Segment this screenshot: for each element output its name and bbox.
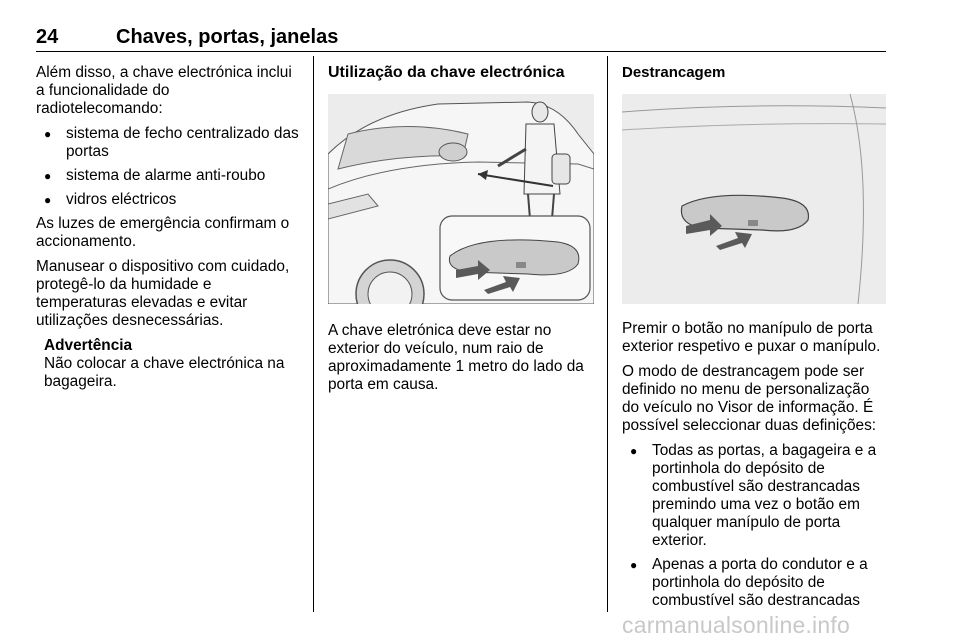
list-item: ● sistema de alarme anti-roubo <box>36 167 300 185</box>
warning-box <box>36 337 300 391</box>
unlock-mode-paragraph: O modo de destrancagem pode ser definido no menu de personalização do veículo no Visor de informação. É possível seleccionar duas definições: <box>622 363 877 434</box>
warning-title: Advertência <box>44 337 133 354</box>
warning-text: Não colocar a chave electrónica na bagageira. <box>44 355 285 390</box>
watermark-logo: carmanualsonline.info <box>622 612 850 638</box>
unlock-paragraph: Premir o botão no manípulo de porta exterior respetivo e puxar o manípulo. <box>622 320 881 355</box>
car-keyless-illustration <box>328 94 594 304</box>
feature-list <box>36 125 300 209</box>
page-header <box>36 26 886 50</box>
hazard-lights-paragraph: As luzes de emergência confirmam o accionamento. <box>36 215 290 250</box>
header-rule <box>36 51 886 52</box>
list-item: ● sistema de fecho centralizado das portas <box>36 125 300 161</box>
page-number: 24 <box>36 26 59 48</box>
column-divider-1 <box>313 56 314 612</box>
column-1 <box>36 64 300 391</box>
range-paragraph: A chave eletrónica deve estar no exterior do veículo, num raio de aproximadamente 1 metro do lado da porta em causa. <box>328 322 584 393</box>
unlock-settings-list <box>622 442 888 610</box>
section-heading: Utilização da chave electrónica <box>328 64 565 81</box>
column-divider-2 <box>607 56 608 612</box>
door-handle-illustration <box>622 94 886 304</box>
list-item: ● vidros eléctricos <box>36 191 300 209</box>
chapter-title: Chaves, portas, janelas <box>116 26 339 48</box>
care-paragraph: Manusear o dispositivo com cuidado, protegê-lo da humidade e temperaturas elevadas e evitar utilizações desnecessárias. <box>36 258 290 329</box>
column-3 <box>622 64 888 616</box>
list-item: ● Todas as portas, a bagageira e a portinhola do depósito de combustível são destrancadas premindo uma vez o botão em qualquer manípulo de porta exterior. <box>622 442 888 550</box>
column-2 <box>328 64 594 401</box>
intro-paragraph: Além disso, a chave electrónica inclui a funcionalidade do radiotelecomando: <box>36 64 292 117</box>
list-item: ● Apenas a porta do condutor e a portinhola do depósito de combustível são destrancadas <box>622 556 888 610</box>
section-heading: Destrancagem <box>622 64 726 81</box>
